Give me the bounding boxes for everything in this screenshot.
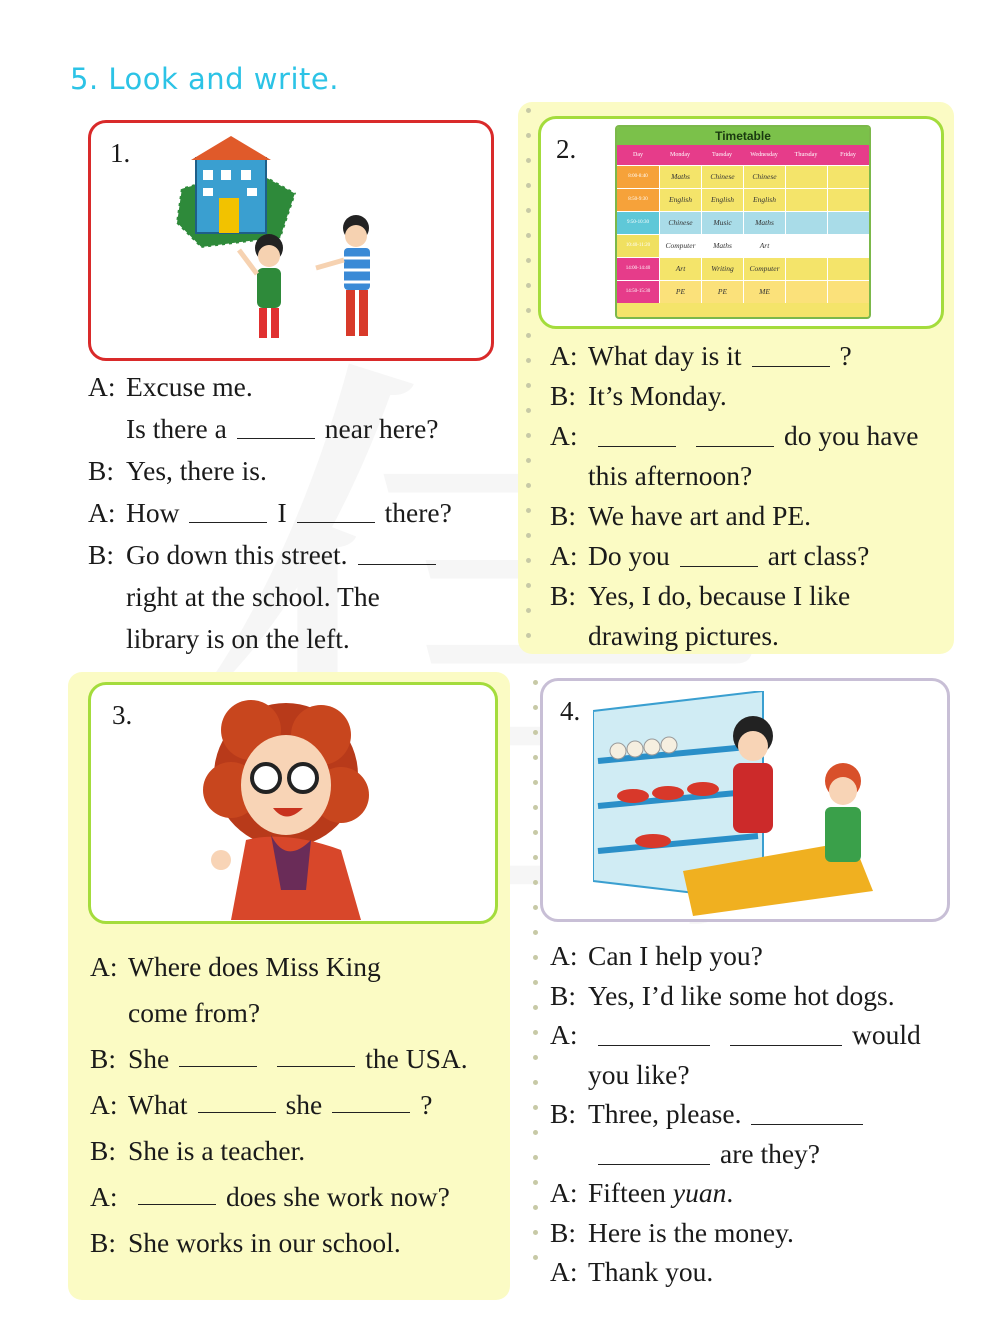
answer-blank[interactable] (198, 1082, 276, 1113)
timetable-day-monday: Monday (670, 152, 690, 158)
answer-blank[interactable] (277, 1036, 355, 1067)
dialog-line (88, 450, 452, 492)
indent (88, 576, 126, 618)
timetable-cell (827, 235, 869, 257)
picture-frame-3 (88, 682, 498, 924)
speaker-label: B: (550, 1098, 576, 1129)
dialog-text: Go down this street. (126, 539, 348, 570)
timetable-time: 8:50-9:30 (617, 189, 659, 211)
separator-dot (526, 358, 531, 363)
separator-dot (533, 1130, 538, 1135)
dialog-text: . (726, 1177, 734, 1208)
dialog-text: Fifteen (588, 1177, 666, 1208)
panel-1-number: 1. (110, 138, 131, 168)
timetable-cell: Computer (743, 258, 785, 280)
timetable-time: 10:40-11:20 (617, 235, 659, 257)
timetable-cell: PE (659, 281, 701, 303)
dialog-line (90, 944, 468, 990)
separator-dot (526, 483, 531, 488)
speaker-label: B: (550, 380, 576, 411)
separator-dot (533, 905, 538, 910)
separator-dot (526, 183, 531, 188)
indent (550, 616, 588, 656)
miss-king-illustration (191, 690, 391, 920)
indent (90, 990, 128, 1036)
answer-blank[interactable] (598, 1015, 710, 1046)
timetable-cell (785, 212, 827, 234)
separator-dot (533, 1080, 538, 1085)
timetable-cell: Chinese (659, 212, 701, 234)
timetable-cell (785, 166, 827, 188)
dialog-text: How (126, 497, 180, 528)
dialog-text: she (285, 1089, 323, 1120)
speaker-label: A: (550, 1177, 578, 1208)
picture-frame-1 (88, 120, 494, 361)
dialog-text: What day is it (588, 340, 742, 371)
speaker-label: B: (90, 1043, 116, 1074)
speaker-label: A: (550, 340, 578, 371)
speaker-label: B: (550, 1216, 576, 1248)
answer-blank[interactable] (730, 1015, 842, 1046)
dialog-text: Here is the money. (588, 1216, 794, 1248)
dialog-line (550, 1252, 921, 1292)
dialog-text: She (128, 1043, 170, 1074)
dialog-text: Yes, there is. (126, 455, 267, 486)
dialog-text: this afternoon? (588, 460, 753, 491)
speaker-label: B: (90, 1135, 116, 1166)
timetable-time: 14:50-15:30 (617, 281, 659, 303)
dialog-line (88, 576, 452, 618)
panel-2-dialog (550, 336, 918, 656)
speaker-label: A: (88, 497, 116, 528)
dialog-text: would (852, 1019, 921, 1050)
dialog-text: Three, please. (588, 1098, 742, 1129)
indent (88, 618, 126, 660)
answer-blank[interactable] (358, 534, 436, 565)
separator-dot (526, 308, 531, 313)
panel-3-number: 3. (112, 700, 133, 730)
speaker-label: B: (88, 539, 114, 570)
separator-dot (533, 1155, 538, 1160)
answer-blank[interactable] (751, 1094, 863, 1125)
dialog-text: drawing pictures. (588, 620, 779, 651)
dialog-text: Yes, I’d like some hot dogs. (588, 979, 895, 1011)
dialog-line (88, 618, 452, 660)
dialog-text: there? (384, 497, 452, 528)
separator-dot (526, 158, 531, 163)
separator-dot (526, 458, 531, 463)
dialog-text: Is there a (126, 413, 227, 444)
separator-dot (533, 1030, 538, 1035)
separator-dot (526, 258, 531, 263)
speaker-label: B: (550, 580, 576, 611)
separator-dot (533, 880, 538, 885)
dialog-text: She works in our school. (128, 1227, 401, 1258)
separator-dot (533, 705, 538, 710)
answer-blank[interactable] (680, 536, 758, 567)
separator-dot (533, 1055, 538, 1060)
dialog-text: yuan (672, 1177, 727, 1208)
timetable-cell (785, 235, 827, 257)
speaker-label: A: (88, 371, 116, 402)
separator-dot (533, 1255, 538, 1260)
answer-blank[interactable] (179, 1036, 257, 1067)
timetable-row (617, 165, 869, 188)
speaker-label: B: (88, 455, 114, 486)
dialog-line (550, 616, 918, 656)
timetable-cell: Maths (743, 212, 785, 234)
dialog-line (550, 416, 918, 456)
timetable-cell: English (659, 189, 701, 211)
speaker-label: B: (90, 1227, 116, 1258)
dialog-line (550, 1213, 921, 1253)
timetable-cell: Writing (701, 258, 743, 280)
dialog-text: Thank you. (588, 1256, 714, 1287)
dialog-line (550, 376, 918, 416)
speaker-label: A: (90, 1089, 118, 1120)
picture-frame-4 (540, 678, 950, 922)
timetable-cell: Maths (701, 235, 743, 257)
separator-dot (533, 955, 538, 960)
timetable-title: Timetable (617, 127, 869, 145)
speaker-label: A: (550, 1019, 578, 1050)
separator-dot (533, 855, 538, 860)
timetable-row (617, 234, 869, 257)
speaker-label: A: (90, 1181, 118, 1212)
panel-4-dialog (550, 936, 921, 1292)
dialog-line (550, 1173, 921, 1213)
separator-dot (526, 108, 531, 113)
separator-dot (533, 755, 538, 760)
indent (550, 1134, 588, 1174)
timetable-cell (785, 281, 827, 303)
separator-dot (526, 608, 531, 613)
timetable-cell: Maths (659, 166, 701, 188)
dialog-text: does she work now? (226, 1181, 450, 1212)
dialog-text: Excuse me. (126, 371, 253, 402)
dialog-line (88, 534, 452, 576)
timetable-time: 8:00-8:40 (617, 166, 659, 188)
separator-dot (526, 558, 531, 563)
answer-blank[interactable] (598, 416, 676, 447)
dialog-text: you like? (588, 1058, 690, 1090)
dialog-text: the USA. (365, 1043, 468, 1074)
separator-dot (526, 408, 531, 413)
dialog-line (550, 1134, 921, 1174)
timetable-cell (827, 166, 869, 188)
timetable-row (617, 257, 869, 280)
panel-2-number: 2. (556, 134, 577, 164)
timetable-time: 14:00-14:40 (617, 258, 659, 280)
timetable-cell: English (701, 189, 743, 211)
separator-dot (526, 208, 531, 213)
timetable-rows (617, 165, 869, 303)
separator-dot (533, 1005, 538, 1010)
timetable-cell: Art (743, 235, 785, 257)
dialog-line (550, 1055, 921, 1095)
timetable-cell: Art (659, 258, 701, 280)
separator-dot (526, 233, 531, 238)
separator-dot (526, 333, 531, 338)
dialog-text: Do you (588, 540, 670, 571)
separator-dot (526, 433, 531, 438)
separator-dot (533, 1230, 538, 1235)
separator-dot (533, 1180, 538, 1185)
dialog-line (90, 1128, 468, 1174)
answer-blank[interactable] (332, 1082, 410, 1113)
separator-dot (526, 633, 531, 638)
dialog-line (550, 976, 921, 1016)
timetable-cell: ME (743, 281, 785, 303)
timetable-cell (827, 258, 869, 280)
dialog-line (90, 1082, 468, 1128)
answer-blank[interactable] (598, 1134, 710, 1165)
dialog-line (550, 536, 918, 576)
timetable-cell: Chinese (701, 166, 743, 188)
panel-4-number: 4. (560, 696, 581, 726)
separator-dot (533, 1105, 538, 1110)
timetable-cell (785, 258, 827, 280)
separator-dot (533, 830, 538, 835)
timetable-cell: Computer (659, 235, 701, 257)
timetable-cell (827, 212, 869, 234)
shop-scene-illustration (593, 691, 903, 916)
dialog-text: Yes, I do, because I like (588, 580, 851, 611)
dotted-separator-bottom (533, 680, 539, 1280)
separator-dot (533, 730, 538, 735)
exercise-heading: 5. Look and write. (70, 62, 339, 96)
answer-blank[interactable] (752, 336, 830, 367)
dialog-text: We have art and PE. (588, 500, 812, 531)
dialog-text: near here? (324, 413, 439, 444)
separator-dot (533, 805, 538, 810)
answer-blank[interactable] (237, 408, 315, 439)
indent (550, 1055, 588, 1095)
timetable-day-tuesday: Tuesday (711, 152, 733, 158)
speaker-label: A: (550, 940, 578, 971)
panel-3-dialog (90, 944, 468, 1266)
answer-blank[interactable] (696, 416, 774, 447)
separator-dot (533, 930, 538, 935)
separator-dot (533, 980, 538, 985)
timetable-row (617, 280, 869, 303)
separator-dot (533, 680, 538, 685)
dialog-line (90, 990, 468, 1036)
dialog-text: right at the school. The (126, 581, 380, 612)
dialog-line (550, 936, 921, 976)
dialog-line (90, 1036, 468, 1082)
dialog-line (550, 496, 918, 536)
indent (550, 456, 588, 496)
dialog-line (550, 1094, 921, 1134)
dialog-line (88, 366, 452, 408)
dialog-line (550, 456, 918, 496)
timetable-cell (827, 281, 869, 303)
separator-dot (526, 508, 531, 513)
dialog-text: She is a teacher. (128, 1135, 306, 1166)
separator-dot (526, 133, 531, 138)
separator-dot (533, 1205, 538, 1210)
separator-dot (526, 383, 531, 388)
school-scene-illustration (161, 128, 491, 358)
dialog-text: come from? (128, 997, 261, 1028)
separator-dot (526, 283, 531, 288)
speaker-label: B: (550, 979, 576, 1011)
dialog-text: are they? (720, 1137, 820, 1169)
dialog-line (550, 336, 918, 376)
separator-dot (526, 533, 531, 538)
dialog-text: It’s Monday. (588, 380, 727, 411)
timetable-cell: Music (701, 212, 743, 234)
timetable-cell (827, 189, 869, 211)
timetable-cell: Chinese (743, 166, 785, 188)
timetable-cell: English (743, 189, 785, 211)
timetable-time: 9:50-10:30 (617, 212, 659, 234)
speaker-label: A: (90, 951, 118, 982)
dialog-text: do you have (784, 420, 919, 451)
speaker-label: B: (550, 500, 576, 531)
indent (88, 408, 126, 450)
dotted-separator-top (526, 108, 532, 658)
dialog-text: ? (420, 1089, 433, 1120)
dialog-text: I (277, 497, 287, 528)
timetable-row (617, 211, 869, 234)
timetable-day-label: Day (633, 152, 643, 158)
dialog-text: art class? (767, 540, 870, 571)
dialog-text: What (128, 1089, 188, 1120)
timetable-day-thursday: Thursday (794, 152, 818, 158)
timetable-cell (785, 189, 827, 211)
panel-1-dialog (88, 366, 452, 660)
timetable-cell: PE (701, 281, 743, 303)
dialog-line (90, 1174, 468, 1220)
speaker-label: A: (550, 1256, 578, 1287)
timetable-day-friday: Friday (840, 152, 856, 158)
dialog-text: library is on the left. (126, 623, 350, 654)
answer-blank[interactable] (138, 1174, 216, 1205)
answer-blank[interactable] (189, 492, 267, 523)
speaker-label: A: (550, 540, 578, 571)
dialog-line (550, 1015, 921, 1055)
dialog-text: Where does Miss King (128, 951, 381, 982)
timetable-row (617, 188, 869, 211)
dialog-text: Can I help you? (588, 940, 763, 971)
answer-blank[interactable] (297, 492, 375, 523)
speaker-label: A: (550, 420, 578, 451)
timetable-header-row (617, 145, 869, 165)
separator-dot (533, 780, 538, 785)
picture-frame-2 (538, 116, 944, 329)
dialog-line (88, 492, 452, 534)
timetable-board (615, 125, 871, 319)
dialog-line (88, 408, 452, 450)
dialog-line (90, 1220, 468, 1266)
timetable-day-wednesday: Wednesday (750, 152, 778, 158)
dialog-text: ? (839, 340, 852, 371)
separator-dot (526, 583, 531, 588)
dialog-line (550, 576, 918, 616)
